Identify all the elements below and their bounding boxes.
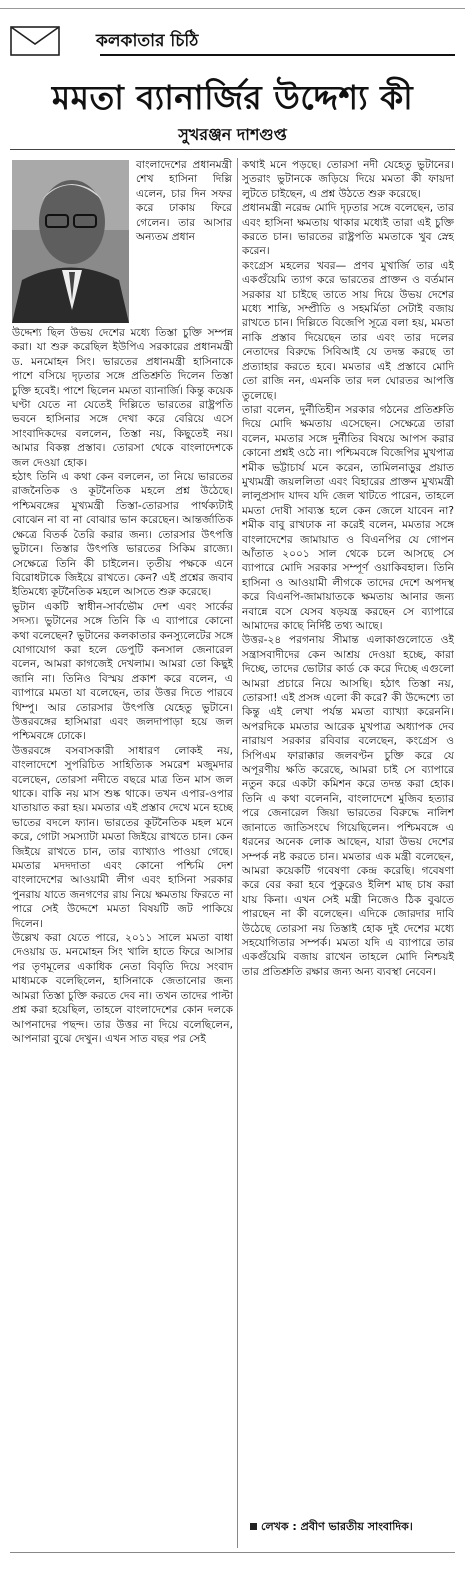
article-byline: সুখরঞ্জন দাশগুপ্ত (178, 125, 287, 144)
lead-paragraph: বাংলাদেশের প্রধানমন্ত্রী শেখ হাসিনা দিল্লি এলেন, চার দিন সফর করে ঢাকায় ফিরে গেলেন। তার আসার অন্যতম প্রধান (136, 159, 232, 244)
article-headline: মমতা ব্যানার্জির উদ্দেশ্য কী (51, 78, 414, 117)
paragraph: হঠাৎ তিনি এ কথা কেন বললেন, তা নিয়ে ভারতের রাজনৈতিক ও কূটনৈতিক মহলে প্রশ্ন উঠেছে। পশ্চিমবঙ্গের মুখ্যমন্ত্রী তিস্তা-তোরসার পার্থক্যটাই বোঝেন না বা না বোঝার ভান করেছেন। আন্তর্জাতিক ক্ষেত্রে বিতর্ক তৈরি করার জন্য। তোরসার উৎপত্তি ভুটানে। তিস্তার উৎপত্তি ভারতের সিকিম রাজ্যে। সেক্ষেত্রে তিনি কী চাইলেন। তৃতীয় পক্ষকে এনে বিরোধটাকে জিইয়ে রাখতে। কেন? এই প্রশ্নের জবাব ইতিমধ্যে কূটনৈতিক মহলে আসতে শুরু করেছে। (12, 471, 233, 599)
column-1 (12, 326, 233, 1544)
paragraph: কংগ্রেস মহলের খবর— প্রণব মুখার্জি তার এই একগুঁয়েমি ত্যাগ করে ভারতের প্রাক্তন ও বর্তমান সরকার যা চাইছে তাতে সায় দিয়ে উভয় দেশের মধ্যে শান্তি, সম্প্রীতি ও সহমর্মিতা সেটাই বজায় রাখতে চান। দিল্লিতে বিজেপি সূত্রে বলা হয়, মমতা নাকি প্রস্তাব দিয়েছেন তার এবং তার দলের নেতাদের বিরুদ্ধে সিবিআই যে তদন্ত করছে তা প্রত্যাহার করতে হবে। মমতার এই প্রস্তাবে মোদি তো রাজি নন, এমনকি তার দল ঘোরতর আপত্তি তুলেছে। (242, 259, 454, 402)
section-label: কলকাতার চিঠি (96, 31, 199, 51)
paragraph: ভুটান একটি স্বাধীন-সার্বভৌম দেশ এবং সার্কের সদস্য। ভুটানের সঙ্গে তিনি কি এ ব্যাপারে কোনো কথা বলেছেন? ভুটানের কলকাতার কনস্যুলেটের সঙ্গে যোগাযোগ করা হলে ডেপুটি কনসাল জেনারেল বলেন, আমরা কাগজেই দেখলাম। আমরা তো কিছুই জানি না। তিনিও বিস্ময় প্রকাশ করে বলেন, এ ব্যাপারে মমতা যা বলেছেন, তার উত্তর দিতে পারবে থিম্পু। আর তোরসার উৎপত্তি যেহেতু ভুটানে। উত্তরবঙ্গের হাসিমারা এবং জলদাপাড়া হয়ে জল পশ্চিমবঙ্গে ঢোকে। (12, 600, 233, 743)
paragraph: উদ্দেশ্য ছিল উভয় দেশের মধ্যে তিস্তা চুক্তি সম্পন্ন করা। যা শুরু করেছিল ইউপিএ সরকারের প্রধানমন্ত্রী ড. মনমোহন সিং। ভারতের প্রধানমন্ত্রী হাসিনাকে পাশে বসিয়ে দৃঢ়তার সঙ্গে প্রতিশ্রুতি দিলেন তিস্তা চুক্তি হবেই। পাশে ছিলেন মমতা ব্যানার্জি। কিন্তু কয়েক ঘণ্টা যেতে না যেতেই দিল্লিতে ভারতের রাষ্ট্রপতি ভবনে হাসিনার সঙ্গে দেখা করে বেরিয়ে এসে সাংবাদিকদের বললেন, তিস্তা নয়, কিছুতেই নয়। আমার বিকল্প প্রস্তাব। তোরসা থেকে বাংলাদেশকে জল দেওয়া হোক। (12, 327, 233, 469)
lead-paragraph-text (136, 158, 232, 244)
author-note (250, 1518, 413, 1537)
author-note-text: লেখক : প্রবীণ ভারতীয় সাংবাদিক। (261, 1520, 413, 1533)
byline-rule (10, 149, 455, 150)
paragraph: তারা বলেন, দুর্নীতিহীন সরকার গঠনের প্রতিশ্রুতি দিয়ে মোদি ক্ষমতায় এসেছেন। সেক্ষেত্রে তারা বলেন, মমতার সঙ্গে দুর্নীতির বিষয়ে আপস করার কোনো প্রশ্নই ওঠে না। পশ্চিমবঙ্গে বিজেপির মুখপাত্র শমীক ভট্টাচার্য মনে করেন, তামিলনাড়ুর প্রয়াত মুখ্যমন্ত্রী জয়ললিতা এবং বিহারের প্রাক্তন মুখ্যমন্ত্রী লালুপ্রসাদ যাদব যদি জেল খাটতে পারেন, তাহলে মমতা দোষী সাব্যস্ত হলে কেন জেলে যাবেন না? শমীক বাবু রাখঢাক না করেই বলেন, মমতার সঙ্গে বাংলাদেশের জামায়াত ও বিএনপির যে গোপন আঁতাত ২০০১ সাল থেকে চলে আসছে সে ব্যাপারে মোদি সরকার সম্পূর্ণ ওয়াকিবহাল। তিনি হাসিনা ও আওয়ামী লীগকে তাদের দেশে অপদস্থ করে বিএনপি-জামায়াতকে ক্ষমতায় আনার জন্য নবান্নে বসে যেসব ষড়যন্ত্র করছেন সে ব্যাপারে আমাদের কাছে নির্দিষ্ট তথ্য আছে। (242, 403, 454, 632)
author-portrait-photo (12, 160, 129, 323)
envelope-icon (10, 26, 60, 56)
top-strip (0, 0, 465, 9)
paragraph: উত্তরবঙ্গে বসবাসকারী সাধারণ লোকই নয়, বাংলাদেশে সুপরিচিত সাহিত্যিক সমরেশ মজুমদার বলেছেন, তোরসা নদীতে বছরে মাত্র তিন মাস জল থাকে। বাকি নয় মাস শুষ্ক থাকে। তখন এপার-ওপার যাতায়াত করা হয়। মমতার এই প্রস্তাব দেখে মনে হচ্ছে ভাতের বদলে ফ্যান। ভারতের কূটনৈতিক মহল মনে করে, গোটা সমস্যাটা মমতা জিইয়ে রাখতে চান। কেন জিইয়ে রাখতে চান, তার ব্যাখ্যাও পাওয়া গেছে। মমতার মদদদাতা এবং কোনো পশ্চিমি দেশ বাংলাদেশের আওয়ামী লীগ এবং হাসিনা সরকার পুনরায় যাতে জনগণের রায় নিয়ে ক্ষমতায় ফিরতে না পারে সেই উদ্দেশে মমতা বিষয়টি জট পাকিয়ে দিলেন। (12, 744, 233, 930)
bullet-square-icon (250, 1523, 257, 1530)
paragraph: কথাই মনে পড়ছে। তোরসা নদী যেহেতু ভুটানের। সুতরাং ভুটানকে জড়িয়ে দিয়ে মমতা কী ফায়দা লুটতে চাইছেন, এ প্রশ্ন উঠতে শুরু করেছে। (242, 159, 454, 200)
header-rule (100, 54, 455, 56)
column-divider (237, 158, 238, 1548)
paragraph: প্রধানমন্ত্রী নরেন্দ্র মোদি দৃঢ়তার সঙ্গে বলেছেন, তার এবং হাসিনা ক্ষমতায় থাকার মধ্যেই তারা এই চুক্তি করতে চান। ভারতের রাষ্ট্রপতি মমতাকে খুব স্নেহ করেন। (242, 202, 454, 258)
column-2 (242, 158, 454, 1518)
paragraph: উত্তর-২৪ পরগনায় সীমান্ত এলাকাগুলোতে ওই সন্ত্রাসবাদীদের কেন আশ্রয় দেওয়া হচ্ছে, কারা দিচ্ছে, তাদের ভোটার কার্ড কে করে দিচ্ছে এগুলো আমরা প্রচারে নিয়ে আসছি। হঠাৎ তিস্তা নয়, তোরসা! এই প্রসঙ্গ এলো কী করে? কী উদ্দেশ্যে তা কিন্তু এই লেখা পর্যন্ত মমতা ব্যাখ্যা করেননি। অপরদিকে মমতার আরেক মুখপাত্র অধ্যাপক দেব নারায়ণ সরকার রবিবার বলেছেন, কংগ্রেস ও সিপিএম ফারাক্কার জলবণ্টন চুক্তি করে যে অপূরণীয় ক্ষতি করেছে, আমরা চাই সে ব্যাপারে নতুন করে একটা কমিশন করে তদন্ত করা হোক। তিনি এ কথা বলেননি, বাংলাদেশে মুজিব হত্যার পরে জেনারেল জিয়া ভারতের বিরুদ্ধে নালিশ জানাতে জাতিসংঘে গিয়েছিলেন। পশ্চিমবঙ্গে এ ধরনের অনেক লোক আছেন, যারা উভয় দেশের সম্পর্ক নষ্ট করতে চান। মমতার এক মন্ত্রী বলেছেন, আমরা কয়েকটি গবেষণা কেন্দ্র করেছি। গবেষণা করে বের করা হবে পুকুরেও ইলিশ মাছ চাষ করা যায় কিনা। এখন সেই মন্ত্রী নিজেও ঠিক বুঝতে পারছেন না কী বলেছেন। এদিকে জোরদার দাবি উঠেছে তোরসা নয় তিস্তাই হোক দুই দেশের মধ্যে সহযোগিতার সম্পর্ক। মমতা যদি এ ব্যাপারে তার একগুঁয়েমি বজায় রাখেন তাহলে মোদি নিশ্চয়ই তার প্রতিশ্রুতি রক্ষার জন্য অন্য ব্যবস্থা নেবেন। (242, 634, 454, 978)
bottom-rule (10, 1552, 455, 1553)
paragraph: উল্লেখ করা যেতে পারে, ২০১১ সালে মমতা বাধা দেওয়ায় ড. মনমোহন সিং খালি হাতে ফিরে আসার পর তৃণমূলের একাধিক নেতা বিবৃতি দিয়ে সংবাদ মাধ্যমকে বলেছিলেন, হাসিনাকে জেতানোর জন্য আমরা তিস্তা চুক্তি করতে দেব না। তখন তাদের পাল্টা প্রশ্ন করা হয়েছিল, তাহলে বাংলাদেশের কোন দলকে আপনাদের পছন্দ। তার উত্তর না দিয়ে বলেছিলেন, আপনারা বুঝে দেখুন। এখন সাত বছর পর সেই (12, 932, 233, 1045)
